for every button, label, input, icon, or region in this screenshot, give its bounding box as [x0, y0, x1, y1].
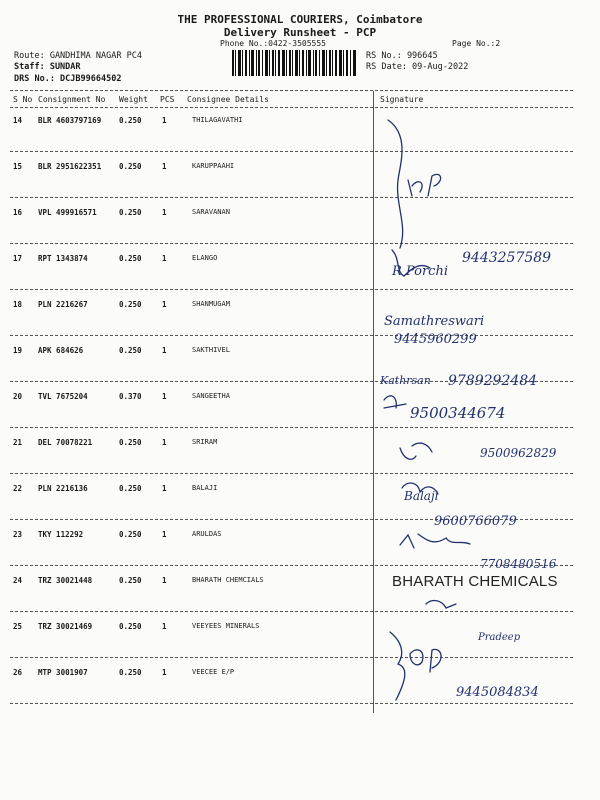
- row-weight: 0.250: [119, 208, 142, 217]
- col-pcs: PCS: [160, 95, 175, 104]
- row-weight: 0.250: [119, 668, 142, 677]
- row-sno: 20: [13, 392, 23, 401]
- row-sno: 18: [13, 300, 23, 309]
- row-divider: [10, 611, 573, 612]
- row-consignment-number: DEL 70078221: [38, 438, 93, 447]
- row-weight: 0.250: [119, 622, 142, 631]
- divider: [10, 107, 573, 108]
- row-divider: [10, 657, 573, 658]
- signature-phone: 9789292484: [448, 373, 538, 389]
- col-sno: S No: [13, 95, 33, 104]
- signature-name: R Porchi: [392, 264, 448, 279]
- signature-phone: 9500344674: [410, 404, 506, 422]
- row-pcs: 1: [162, 116, 167, 125]
- signature-name: Pradeep: [478, 632, 521, 643]
- signature-mark: [384, 396, 406, 408]
- row-divider: [10, 243, 573, 244]
- row-consignment-number: TRZ 30021448: [38, 576, 93, 585]
- row-weight: 0.250: [119, 530, 142, 539]
- rs-number: RS No.: 996645: [366, 51, 438, 61]
- row-divider: [10, 519, 573, 520]
- row-pcs: 1: [162, 668, 167, 677]
- row-weight: 0.250: [119, 484, 142, 493]
- route-label: Route: GANDHIMA NAGAR PC4: [14, 51, 142, 61]
- row-weight: 0.250: [119, 438, 142, 447]
- row-sno: 22: [13, 484, 23, 493]
- row-consignment-number: VPL 499916571: [38, 208, 97, 217]
- row-sno: 24: [13, 576, 23, 585]
- row-consignee: SHANMUGAM: [192, 300, 230, 308]
- col-signature: Signature: [380, 95, 424, 104]
- row-consignment-number: BLR 4603797169: [38, 116, 102, 125]
- row-divider: [10, 703, 573, 704]
- signature-mark: [402, 483, 438, 494]
- row-pcs: 1: [162, 438, 167, 447]
- row-weight: 0.250: [119, 576, 142, 585]
- row-divider: [10, 289, 573, 290]
- row-consignee: BALAJI: [192, 484, 218, 492]
- row-sno: 26: [13, 668, 23, 677]
- col-consignment: Consignment No: [38, 95, 106, 104]
- row-pcs: 1: [162, 162, 167, 171]
- row-consignee: SAKTHIVEL: [192, 346, 230, 354]
- row-consignment-number: APK 684626: [38, 346, 84, 355]
- signature-initials: [408, 174, 441, 196]
- signature-name: Kathrsan: [380, 374, 431, 387]
- row-divider: [10, 473, 573, 474]
- row-sno: 17: [13, 254, 23, 263]
- staff-label: Staff: SUNDAR: [14, 62, 81, 72]
- row-divider: [10, 565, 573, 566]
- row-consignee: VEECEE E/P: [192, 668, 235, 676]
- row-pcs: 1: [162, 622, 167, 631]
- row-pcs: 1: [162, 300, 167, 309]
- phone-number: Phone No.:0422-3505555: [220, 39, 326, 48]
- row-consignee: SANGEETHA: [192, 392, 230, 400]
- row-sno: 16: [13, 208, 23, 217]
- row-pcs: 1: [162, 392, 167, 401]
- row-consignee: BHARATH CHEMCIALS: [192, 576, 264, 584]
- company-stamp: BHARATH CHEMICALS: [392, 573, 558, 590]
- row-divider: [10, 335, 573, 336]
- row-consignment-number: MTP 3001907: [38, 668, 88, 677]
- row-divider: [10, 151, 573, 152]
- signature-mark: [400, 443, 432, 459]
- signature-phone: 9445960299: [394, 332, 477, 347]
- sheet-title: Delivery Runsheet - PCP: [223, 26, 377, 39]
- row-pcs: 1: [162, 254, 167, 263]
- signature-bracket: [390, 632, 405, 700]
- row-consignment-number: PLN 2216136: [38, 484, 88, 493]
- row-consignee: ELANGO: [192, 254, 218, 262]
- row-consignee: ARULDAS: [192, 530, 222, 538]
- row-weight: 0.250: [119, 300, 142, 309]
- company-name: THE PROFESSIONAL COURIERS, Coimbatore: [177, 13, 423, 26]
- row-divider: [10, 381, 573, 382]
- barcode-icon: [232, 50, 356, 76]
- row-weight: 0.250: [119, 162, 142, 171]
- row-consignee: KARUPPAAHI: [192, 162, 235, 170]
- row-divider: [10, 197, 573, 198]
- signature-bracket: [388, 120, 403, 248]
- row-sno: 21: [13, 438, 23, 447]
- page-number: Page No.:2: [452, 39, 501, 48]
- row-weight: 0.370: [119, 392, 142, 401]
- signature-phone: 9445084834: [456, 685, 539, 700]
- row-consignment-number: TVL 7675204: [38, 392, 88, 401]
- row-pcs: 1: [162, 484, 167, 493]
- row-pcs: 1: [162, 576, 167, 585]
- row-sno: 23: [13, 530, 23, 539]
- signature-mark: [400, 534, 470, 548]
- row-sno: 14: [13, 116, 23, 125]
- signature-mark: [392, 250, 430, 276]
- row-pcs: 1: [162, 346, 167, 355]
- signature-phone: 9443257589: [462, 250, 552, 266]
- row-consignee: SRIRAM: [192, 438, 218, 446]
- row-weight: 0.250: [119, 116, 142, 125]
- divider: [10, 90, 573, 91]
- col-consignee: Consignee Details: [187, 95, 269, 104]
- signature-phone: 7708480516: [480, 557, 557, 571]
- row-pcs: 1: [162, 208, 167, 217]
- drs-number: DRS No.: DCJB99664502: [14, 74, 122, 84]
- signature-initials: [410, 649, 441, 672]
- row-sno: 19: [13, 346, 23, 355]
- row-consignment-number: RPT 1343874: [38, 254, 88, 263]
- row-sno: 15: [13, 162, 23, 171]
- signature-name: Balaji: [404, 489, 439, 503]
- row-consignee: VEEYEES MINERALS: [192, 622, 260, 630]
- row-consignment-number: PLN 2216267: [38, 300, 88, 309]
- row-divider: [10, 427, 573, 428]
- row-sno: 25: [13, 622, 23, 631]
- row-consignment-number: TKY 112292: [38, 530, 84, 539]
- col-weight: Weight: [119, 95, 148, 104]
- row-consignment-number: TRZ 30021469: [38, 622, 93, 631]
- signature-mark: [426, 601, 456, 608]
- signature-phone: 9500962829: [480, 446, 557, 460]
- signature-name: Samathreswari: [384, 314, 485, 329]
- signature-phone: 9600766079: [434, 514, 517, 529]
- row-consignment-number: BLR 2951622351: [38, 162, 102, 171]
- row-pcs: 1: [162, 530, 167, 539]
- row-consignee: SARAVANAN: [192, 208, 230, 216]
- row-weight: 0.250: [119, 254, 142, 263]
- rs-date: RS Date: 09-Aug-2022: [366, 62, 469, 72]
- signature-column-divider: [373, 91, 374, 713]
- row-consignee: THILAGAVATHI: [192, 116, 243, 124]
- row-weight: 0.250: [119, 346, 142, 355]
